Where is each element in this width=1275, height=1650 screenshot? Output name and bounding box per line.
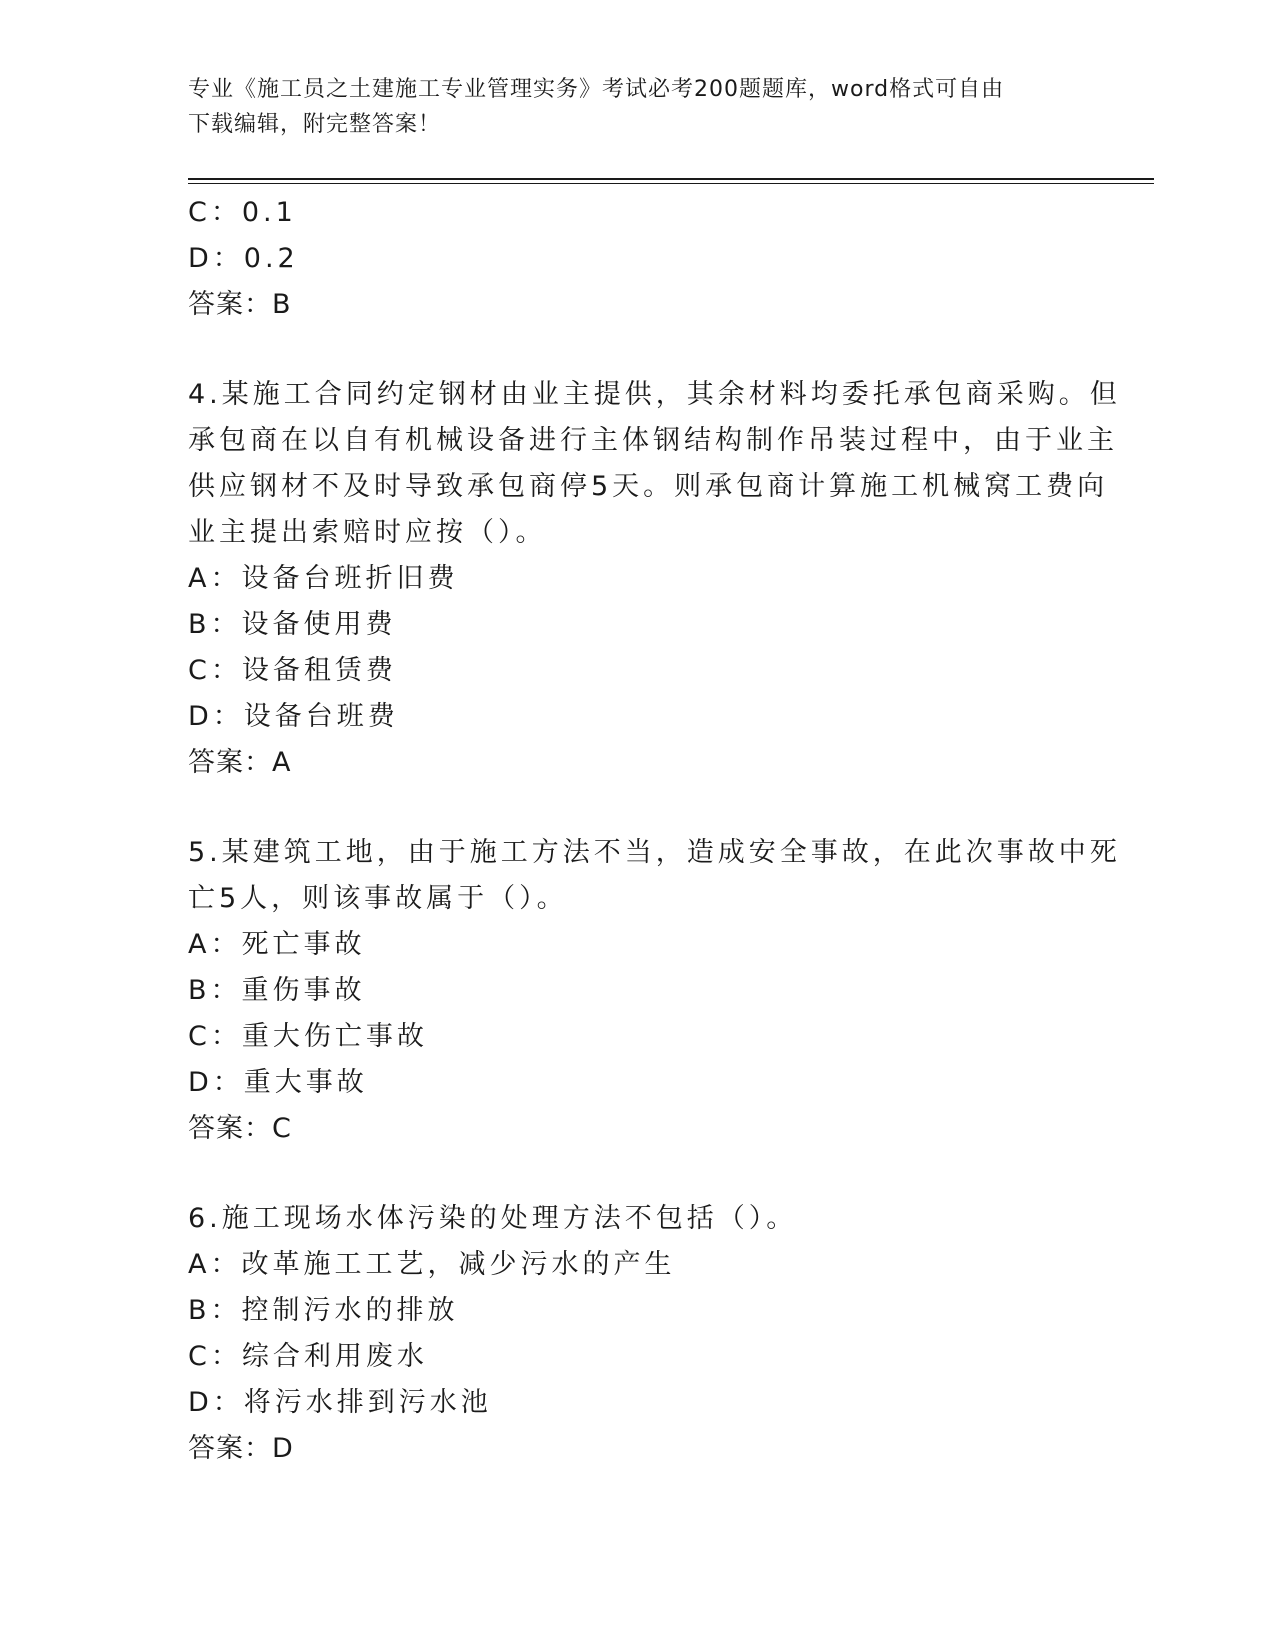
q4-option-c: C：设备租赁费 xyxy=(188,655,397,686)
spacer xyxy=(188,786,1068,830)
question-5 xyxy=(188,830,1121,1152)
q3-option-d: D：0.2 xyxy=(188,243,299,274)
q5-stem-line: 亡5人，则该事故属于（）。 xyxy=(188,883,568,914)
q4-stem-line: 供应钢材不及时导致承包商停5天。则承包商计算施工机械窝工费向 xyxy=(188,471,1109,502)
q5-option-a: A：死亡事故 xyxy=(188,929,366,960)
q6-option-a: A：改革施工工艺，减少污水的产生 xyxy=(188,1249,676,1280)
q6-stem-line: 6.施工现场水体污染的处理方法不包括（）。 xyxy=(188,1203,798,1234)
question-3-tail xyxy=(188,190,1068,328)
question-4 xyxy=(188,372,1121,786)
header-line-2: 下载编辑，附完整答案！ xyxy=(188,112,442,137)
q6-option-d: D：将污水排到污水池 xyxy=(188,1387,492,1418)
q3-option-c: C：0.1 xyxy=(188,197,297,228)
q5-answer: 答案：C xyxy=(188,1113,292,1144)
header-line-1: 专业《施工员之土建施工专业管理实务》考试必考200题题库，word格式可自由 xyxy=(188,77,1005,102)
q3-answer: 答案：B xyxy=(188,289,292,320)
header-rule-thin xyxy=(188,183,1154,184)
q5-option-c: C：重大伤亡事故 xyxy=(188,1021,428,1052)
spacer xyxy=(188,328,1068,372)
q6-option-b: B：控制污水的排放 xyxy=(188,1295,459,1326)
q5-option-b: B：重伤事故 xyxy=(188,975,366,1006)
q4-stem-line: 承包商在以自有机械设备进行主体钢结构制作吊装过程中，由于业主 xyxy=(188,425,1118,456)
q6-option-c: C：综合利用废水 xyxy=(188,1341,428,1372)
q4-stem-line: 4.某施工合同约定钢材由业主提供，其余材料均委托承包商采购。但 xyxy=(188,379,1121,410)
question-6 xyxy=(188,1196,1068,1472)
q4-option-a: A：设备台班折旧费 xyxy=(188,563,459,594)
q4-option-d: D：设备台班费 xyxy=(188,701,399,732)
q5-option-d: D：重大事故 xyxy=(188,1067,368,1098)
q6-answer: 答案：D xyxy=(188,1433,294,1464)
document-header xyxy=(188,72,1088,142)
document-body xyxy=(188,190,1121,1472)
q4-stem-line: 业主提出索赔时应按（）。 xyxy=(188,517,547,548)
q5-stem-line: 5.某建筑工地，由于施工方法不当，造成安全事故，在此次事故中死 xyxy=(188,837,1121,868)
q4-answer: 答案：A xyxy=(188,747,292,778)
spacer xyxy=(188,1152,1068,1196)
header-rule-thick xyxy=(188,178,1154,180)
q4-option-b: B：设备使用费 xyxy=(188,609,397,640)
